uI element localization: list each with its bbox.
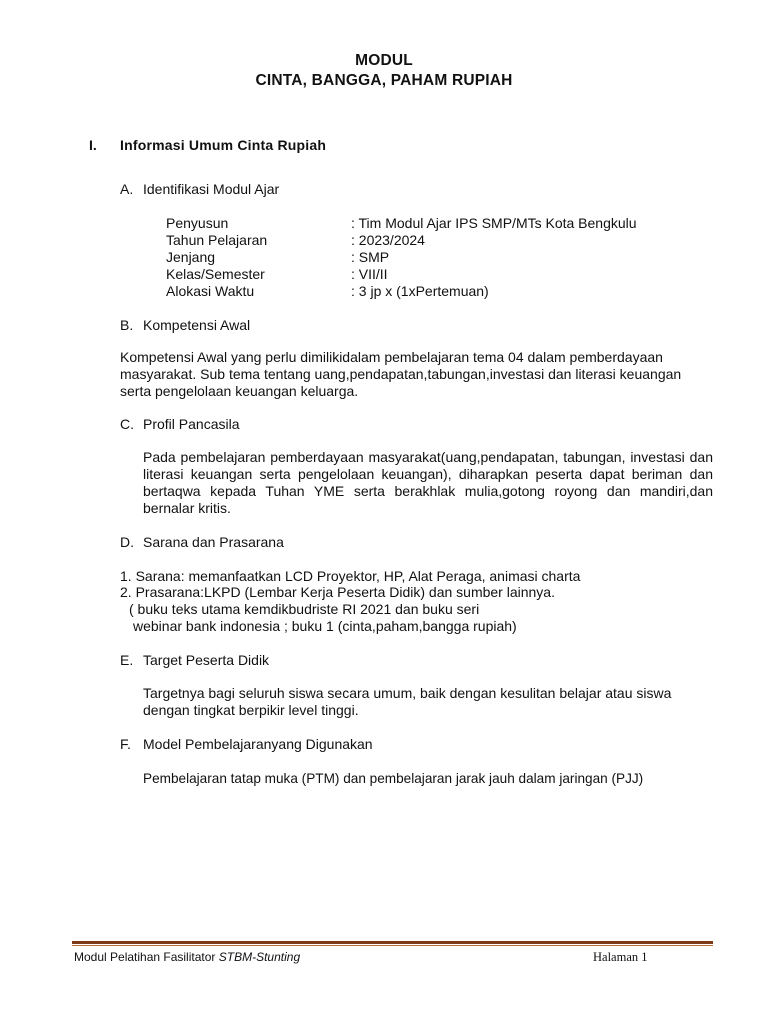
subsection-a-heading — [120, 181, 279, 197]
identifikasi-label: Penyusun — [166, 215, 229, 231]
footer-page-number: Halaman 1 — [593, 950, 648, 964]
footer-rule-thin — [72, 945, 713, 946]
subsection-f-title: Model Pembelajaranyang Digunakan — [143, 736, 373, 752]
subsection-d-title: Sarana dan Prasarana — [143, 534, 284, 550]
identifikasi-value: : 3 jp x (1xPertemuan) — [351, 283, 489, 299]
prasarana-note-line: webinar bank indonesia ; buku 1 (cinta,paham,bangga rupiah) — [133, 618, 517, 634]
footer-module-text: Modul Pelatihan Fasilitator — [74, 950, 219, 964]
identifikasi-value: : VII/II — [351, 266, 388, 282]
profil-pancasila-paragraph: Pada pembelajaran pemberdayaan masyarakat(uang,pendapatan, tabungan, investasi dan literasi keuangan serta pengelolaan keuangan), diharapkan peserta dapat beriman dan bertaqwa kepada Tuhan YME serta berakhlak mulia,gotong royong dan mandiri,dan bernalar kritis. — [143, 449, 713, 516]
subsection-b-heading — [120, 317, 250, 333]
identifikasi-label: Alokasi Waktu — [166, 283, 255, 299]
identifikasi-value: : SMP — [351, 249, 390, 265]
identifikasi-label: Tahun Pelajaran — [166, 232, 268, 248]
subsection-e-letter: E. — [120, 652, 134, 668]
subsection-a-letter: A. — [120, 181, 134, 197]
subsection-c-letter: C. — [120, 416, 134, 432]
target-peserta-paragraph: Targetnya bagi seluruh siswa secara umum, baik dengan kesulitan belajar atau siswa dengan tingkat berpikir level tinggi. — [143, 685, 672, 718]
footer-module-name — [74, 950, 300, 964]
subsection-f-heading — [120, 736, 373, 752]
prasarana-note-line: ( buku teks utama kemdikbudriste RI 2021 dan buku seri — [129, 601, 480, 617]
prasarana-line: 2. Prasarana:LKPD (Lembar Kerja Peserta Didik) dan sumber lainnya. — [120, 584, 555, 600]
identifikasi-value: : 2023/2024 — [351, 232, 425, 248]
subsection-b-letter: B. — [120, 317, 134, 333]
subsection-a-title: Identifikasi Modul Ajar — [143, 181, 280, 197]
document-title-line2: CINTA, BANGGA, PAHAM RUPIAH — [255, 72, 513, 89]
section-title: Informasi Umum Cinta Rupiah — [120, 137, 327, 153]
kompetensi-awal-paragraph: Kompetensi Awal yang perlu dimilikidalam pembelajaran tema 04 dalam pemberdayaan masyarakat. Sub tema tentang uang,pendapatan,tabungan,investasi dan literasi keuangan serta pengelolaan keuangan keluarga. — [120, 349, 682, 399]
document-title-line1: MODUL — [355, 52, 413, 69]
subsection-d-heading — [120, 534, 284, 550]
model-pembelajaran-line: Pembelajaran tatap muka (PTM) dan pembelajaran jarak jauh dalam jaringan (PJJ) — [143, 771, 644, 786]
sarana-line: 1. Sarana: memanfaatkan LCD Proyektor, HP, Alat Peraga, animasi charta — [120, 568, 581, 584]
identifikasi-label: Jenjang — [166, 249, 216, 265]
identifikasi-value: : Tim Modul Ajar IPS SMP/MTs Kota Bengkulu — [351, 215, 637, 231]
subsection-c-heading — [120, 416, 240, 432]
subsection-b-title: Kompetensi Awal — [143, 317, 251, 333]
subsection-e-heading — [120, 652, 269, 668]
footer-rule — [72, 941, 713, 944]
subsection-f-letter: F. — [120, 736, 131, 752]
identifikasi-label: Kelas/Semester — [166, 266, 265, 282]
section-number: I. — [89, 137, 97, 153]
subsection-d-letter: D. — [120, 534, 134, 550]
subsection-e-title: Target Peserta Didik — [143, 652, 270, 668]
subsection-c-title: Profil Pancasila — [143, 416, 240, 432]
footer-module-italic: STBM-Stunting — [218, 950, 301, 964]
